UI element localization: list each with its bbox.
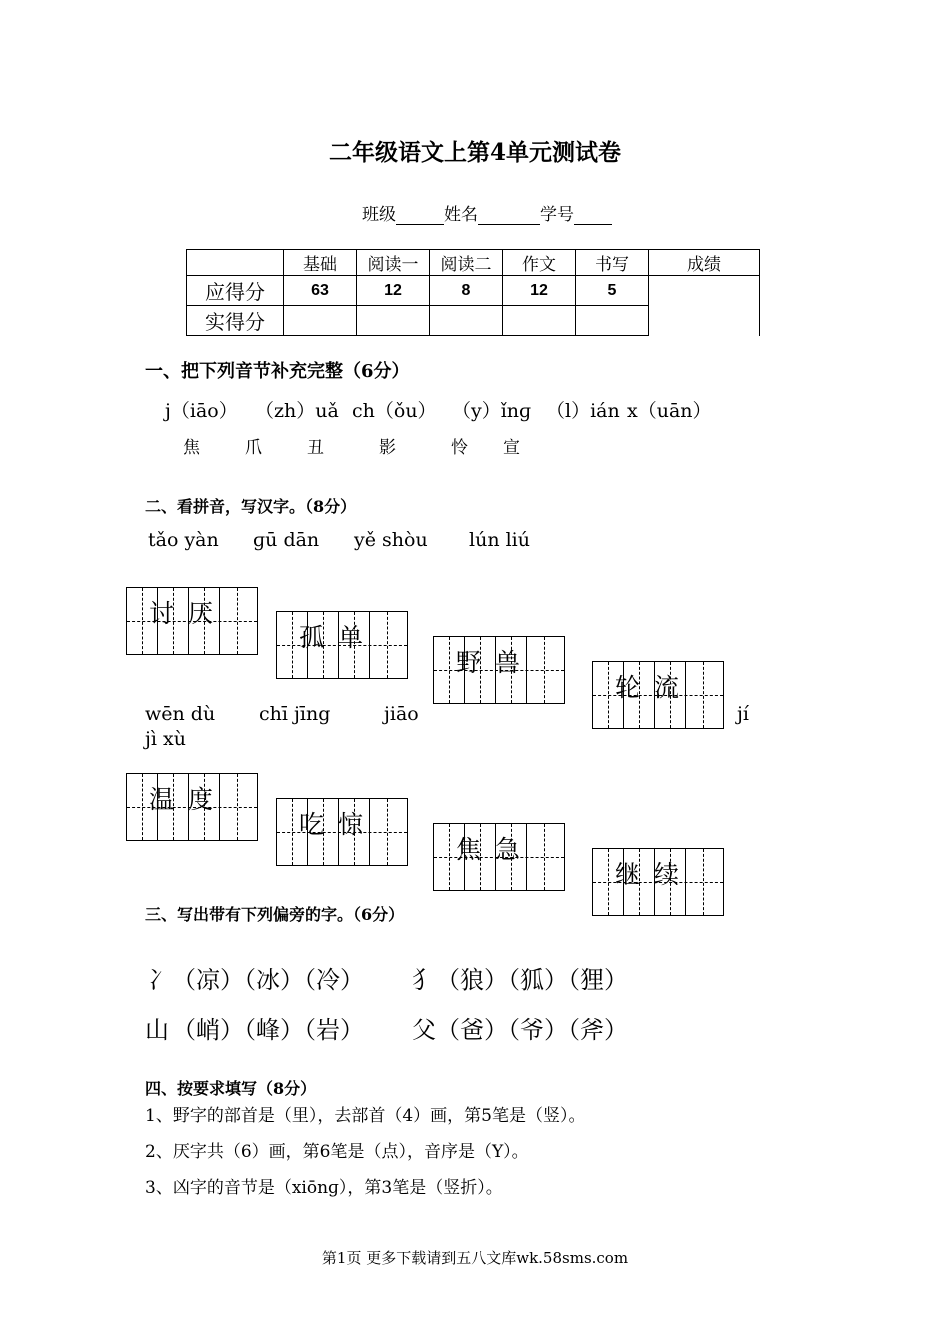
score-cell: 12 xyxy=(357,276,430,306)
answer-chars: 孤单 xyxy=(299,623,378,652)
class-blank[interactable] xyxy=(396,206,444,225)
pinyin-item: （zh）uǎ xyxy=(255,400,339,422)
score-input-cell[interactable] xyxy=(576,306,649,336)
name-blank[interactable] xyxy=(478,206,540,225)
radical: 山 xyxy=(145,1016,169,1044)
hanzi-item: 影 xyxy=(379,438,396,458)
hanzi-item: 怜 xyxy=(451,438,468,458)
tianzige-box[interactable] xyxy=(592,848,724,916)
answer-chars: 野兽 xyxy=(456,648,535,677)
score-cell: 12 xyxy=(503,276,576,306)
pinyin-item: jì xù xyxy=(145,728,186,750)
section2-title: 二、看拼音，写汉字。（8分） xyxy=(145,497,357,516)
score-header-cell: 书写 xyxy=(576,250,649,276)
pinyin-item: ch（ǒu） xyxy=(352,400,437,422)
pinyin-item: （y）ǐnɡ xyxy=(452,400,532,422)
tianzige-box[interactable] xyxy=(276,798,408,866)
tianzige-box[interactable] xyxy=(126,773,258,841)
radical: 冫 xyxy=(148,966,172,994)
page-title: 二年级语文上第4单元测试卷 xyxy=(328,139,621,166)
radical: 犭 xyxy=(412,966,436,994)
score-input-cell[interactable] xyxy=(430,306,503,336)
pinyin-item: （l）ián xyxy=(546,400,620,422)
pinyin-item: wēn dù xyxy=(145,703,216,725)
pinyin-item: chī jīng xyxy=(259,703,331,725)
pinyin-item: tǎo yàn xyxy=(148,529,219,551)
radical-answers: （凉）（冰）（冷） xyxy=(172,966,364,994)
score-input-cell[interactable] xyxy=(503,306,576,336)
radical-answers: （峭）（峰）（岩） xyxy=(172,1016,364,1044)
pinyin-item: yě shòu xyxy=(354,529,428,551)
pinyin-item: x（uān） xyxy=(627,400,712,422)
answer-chars: 轮流 xyxy=(615,673,694,702)
hanzi-item: 焦 xyxy=(183,438,200,458)
hanzi-item: 爪 xyxy=(245,438,262,458)
hanzi-item: 丑 xyxy=(307,438,324,458)
radical-answers: （狼）（狐）（狸） xyxy=(436,966,628,994)
answer-chars: 焦急 xyxy=(456,835,535,864)
class-label: 班级 xyxy=(362,205,396,225)
pinyin-item: ɡū dān xyxy=(253,529,320,551)
name-label: 姓名 xyxy=(444,205,478,225)
id-blank[interactable] xyxy=(574,206,612,225)
hanzi-item: 宣 xyxy=(503,438,520,458)
pinyin-item: jiāo xyxy=(384,703,419,725)
answer-chars: 讨厌 xyxy=(149,599,228,628)
score-row-label: 实得分 xyxy=(187,306,284,336)
student-info xyxy=(362,200,612,225)
question-item: 2、厌字共（6）画，第6笔是（点），音序是（Y）。 xyxy=(145,1142,529,1162)
score-header-cell: 阅读一 xyxy=(357,250,430,276)
id-label: 学号 xyxy=(540,205,574,225)
score-input-cell[interactable] xyxy=(284,306,357,336)
tianzige-box[interactable] xyxy=(433,823,565,891)
tianzige-box[interactable] xyxy=(126,587,258,655)
tianzige-box[interactable] xyxy=(592,661,724,729)
score-row-label: 应得分 xyxy=(187,276,284,306)
score-cell: 8 xyxy=(430,276,503,306)
score-header-row xyxy=(187,250,760,276)
tianzige-box[interactable] xyxy=(276,611,408,679)
pinyin-item: lún liú xyxy=(469,529,530,551)
answer-chars: 温度 xyxy=(149,785,228,814)
radical-answers: （爸）（爷）（斧） xyxy=(436,1016,628,1044)
total-score-cell[interactable] xyxy=(649,276,760,336)
tianzige-box[interactable] xyxy=(433,636,565,704)
score-table xyxy=(186,249,760,336)
score-row-expected xyxy=(187,276,760,306)
question-item: 3、凶字的音节是（xiōnɡ），第3笔是（竖折）。 xyxy=(145,1178,503,1198)
pinyin-item: j（iāo） xyxy=(165,400,238,422)
score-header-cell: 成绩 xyxy=(649,250,760,276)
score-header-cell: 阅读二 xyxy=(430,250,503,276)
score-cell: 63 xyxy=(284,276,357,306)
pinyin-item: jí xyxy=(737,703,749,725)
score-header-cell: 作文 xyxy=(503,250,576,276)
section1-title: 一、把下列音节补充完整（6分） xyxy=(145,361,410,382)
question-item: 1、野字的部首是（里），去部首（4）画，第5笔是（竖）。 xyxy=(145,1106,586,1126)
answer-chars: 吃惊 xyxy=(299,810,378,839)
radical: 父 xyxy=(412,1016,436,1044)
score-header-cell xyxy=(187,250,284,276)
score-input-cell[interactable] xyxy=(357,306,430,336)
answer-chars: 继续 xyxy=(615,860,694,889)
score-header-cell: 基础 xyxy=(284,250,357,276)
section4-title: 四、按要求填写（8分） xyxy=(145,1079,317,1098)
page-footer: 第1页 更多下载请到五八文库wk.58sms.com xyxy=(321,1249,629,1267)
score-cell: 5 xyxy=(576,276,649,306)
section3-title: 三、写出带有下列偏旁的字。（6分） xyxy=(145,905,405,924)
